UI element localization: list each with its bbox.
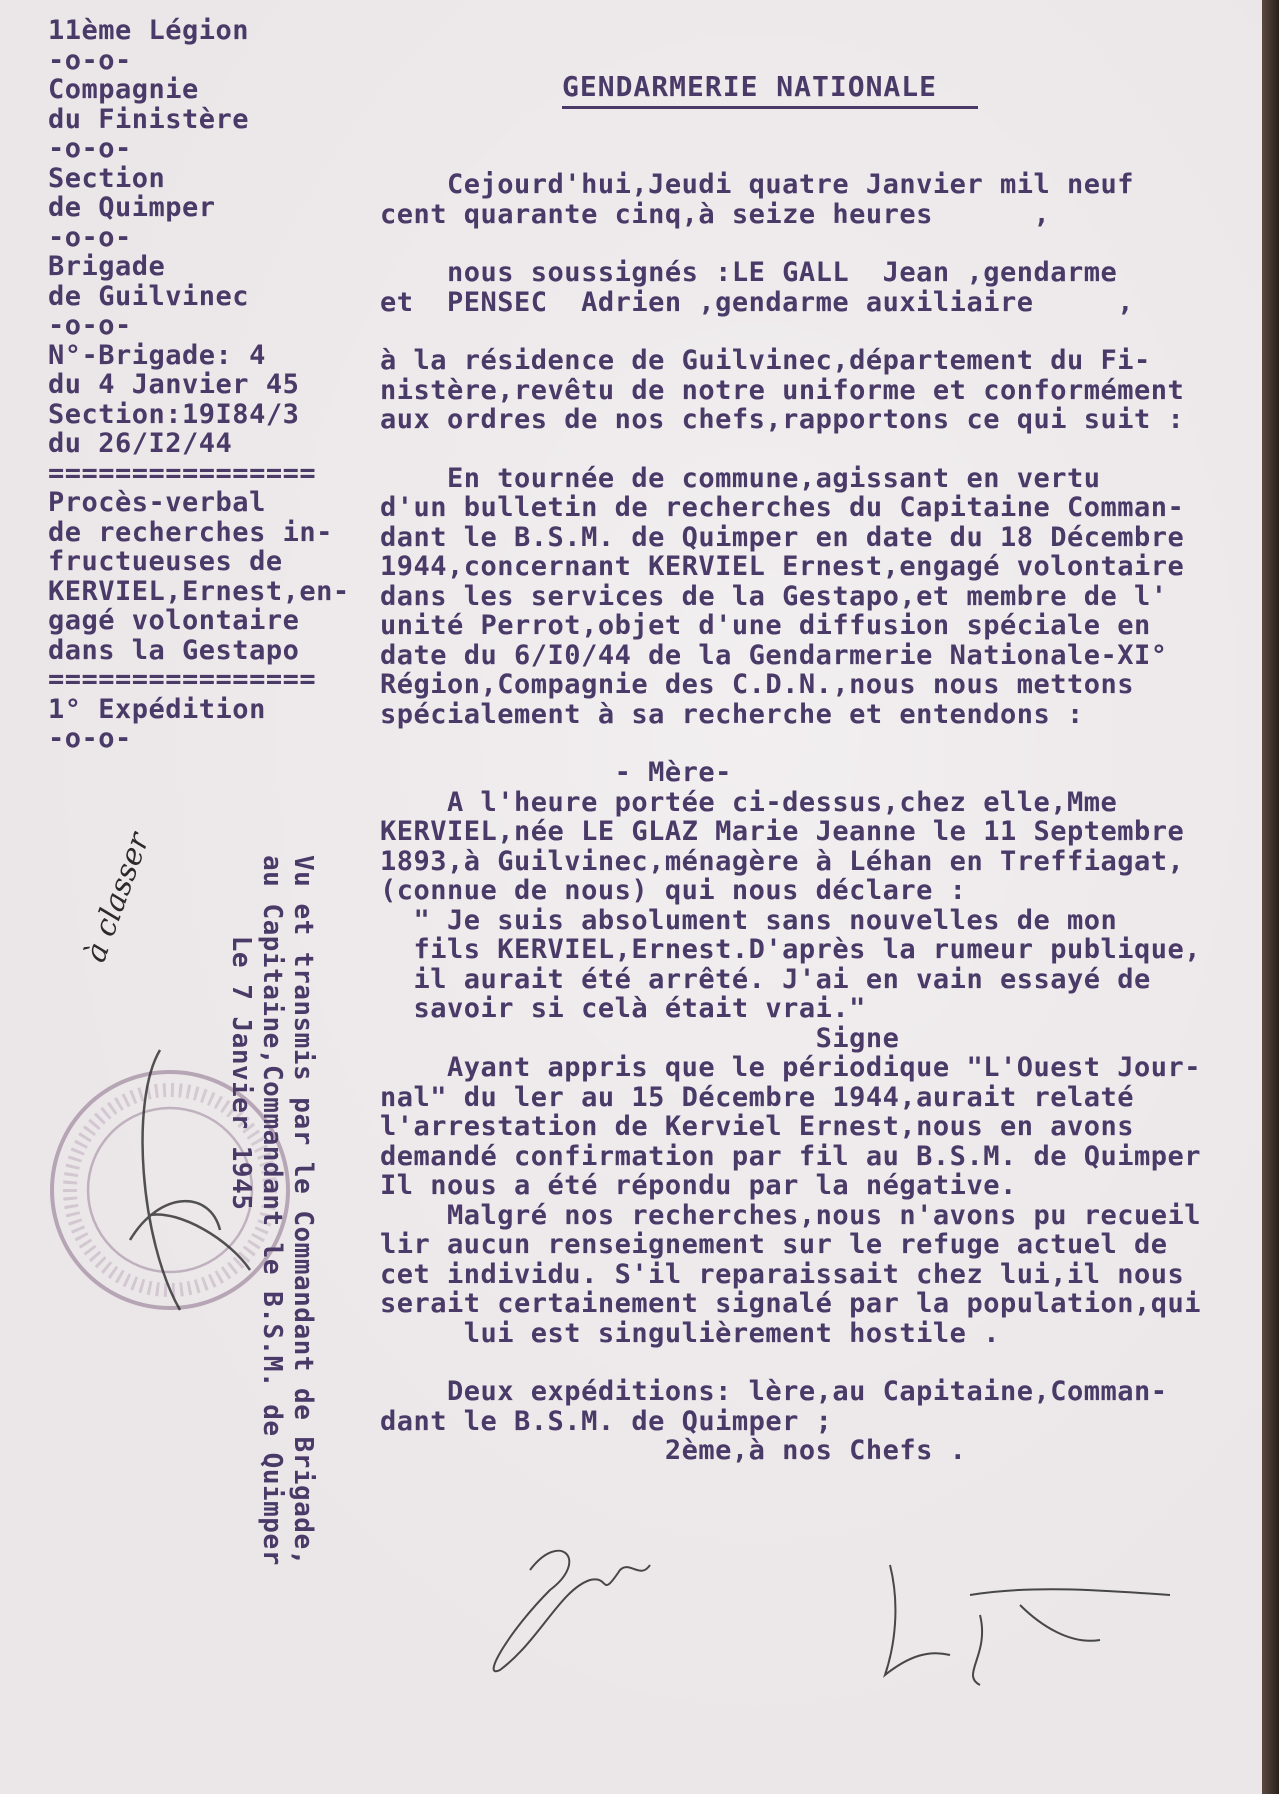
paragraph-gap <box>380 729 1260 758</box>
left-column <box>48 16 368 754</box>
left-column-line: -o-o- <box>48 310 132 341</box>
body-line: 1893,à Guilvinec,ménagère à Léhan en Treffiagat, <box>380 845 1185 877</box>
body-line: nistère,revêtu de notre uniforme et conformément <box>380 374 1185 406</box>
left-column-line: Compagnie <box>48 74 199 105</box>
body-line: date du 6/I0/44 de la Gendarmerie Nationale-XI° <box>380 639 1168 671</box>
body-line: Région,Compagnie des C.D.N.,nous nous mettons <box>380 669 1134 700</box>
margin-note: à classer <box>77 828 157 967</box>
signature-le-gall <box>870 1545 1190 1695</box>
left-column-line: Section:19I84/3 <box>48 398 300 430</box>
page-title: GENDARMERIE NATIONALE <box>562 70 938 103</box>
left-column-line: de recherches in- <box>48 516 333 548</box>
body-line: Deux expéditions: lère,au Capitaine,Comman- <box>380 1376 1168 1407</box>
body-line: nal" du ler au 15 Décembre 1944,aurait relaté <box>380 1081 1134 1113</box>
left-column-line: 1° Expédition <box>48 693 266 725</box>
body-line: Cejourd'hui,Jeudi quatre Janvier mil neuf <box>380 169 1134 200</box>
left-column-line: ================ <box>48 664 317 695</box>
body-line: cet individu. S'il reparaissait chez lui,il nous <box>380 1258 1185 1290</box>
body-line: spécialement à sa recherche et entendons : <box>380 698 1084 730</box>
page-edge <box>1262 0 1279 1794</box>
title-underline <box>562 106 978 109</box>
body-line: dans les services de la Gestapo,et membre de l' <box>380 580 1168 612</box>
left-column-line: du 26/I2/44 <box>48 428 233 459</box>
left-column-line: Section <box>48 162 166 194</box>
left-column-line: -o-o- <box>48 44 132 76</box>
body-line: il aurait été arrêté. J'ai en vain essayé de <box>380 963 1151 995</box>
body-line: dant le B.S.M. de Quimper ; <box>380 1405 833 1437</box>
signature-pensec <box>470 1530 670 1700</box>
body-line: A l'heure portée ci-dessus,chez elle,Mme <box>380 786 1118 818</box>
left-column-line: fructueuses de <box>48 546 283 577</box>
left-column-line: dans la Gestapo <box>48 634 300 666</box>
paragraph-gap <box>380 229 1260 258</box>
body-line: Il nous a été répondu par la négative. <box>380 1170 1017 1201</box>
left-column-line: du 4 Janvier 45 <box>48 369 300 400</box>
left-column-line: gagé volontaire <box>48 605 300 636</box>
body-line: unité Perrot,objet d'une diffusion spéciale en <box>380 610 1151 641</box>
transmission-note <box>225 855 318 1566</box>
paragraph-gap <box>380 1348 1260 1377</box>
transmission-line: Le 7 Janvier 1945 <box>226 855 256 1211</box>
body-line: l'arrestation de Kerviel Ernest,nous en avons <box>380 1111 1134 1142</box>
paragraph-gap <box>380 435 1260 464</box>
body-line: KERVIEL,née LE GLAZ Marie Jeanne le 11 Septembre <box>380 816 1185 847</box>
body-line: lui est singulièrement hostile . <box>380 1317 1000 1349</box>
body-line: Malgré nos recherches,nous n'avons pu recueil <box>380 1199 1202 1231</box>
body-line: 1944,concernant KERVIEL Ernest,engagé volontaire <box>380 551 1185 582</box>
body-line: " Je suis absolument sans nouvelles de mon <box>380 904 1118 936</box>
left-column-line: de Guilvinec <box>48 280 250 312</box>
report-body <box>380 170 1260 1466</box>
body-line: lir aucun renseignement sur le refuge actuel de <box>380 1229 1168 1260</box>
left-column-line: Brigade <box>48 251 166 282</box>
transmission-line: Vu et transmis par le Commandant de Brigade, <box>288 855 318 1566</box>
left-column-line: 11ème Légion <box>48 15 250 46</box>
body-line: En tournée de commune,agissant en vertu <box>380 462 1101 494</box>
left-column-line: ================ <box>48 457 317 489</box>
left-column-line: de Quimper <box>48 192 216 223</box>
body-line: (connue de nous) qui nous déclare : <box>380 875 967 906</box>
left-column-line: -o-o- <box>48 221 132 253</box>
body-line: à la résidence de Guilvinec,département du Fi- <box>380 345 1151 376</box>
body-line: - Mère- <box>380 757 732 788</box>
left-column-line: du Finistère <box>48 103 250 135</box>
body-line: serait certainement signalé par la population,qui <box>380 1288 1202 1319</box>
left-column-line: Procès-verbal <box>48 487 266 518</box>
body-line: et PENSEC Adrien ,gendarme auxiliaire , <box>380 286 1134 318</box>
left-column-line: -o-o- <box>48 133 132 164</box>
body-line: fils KERVIEL,Ernest.D'après la rumeur publique, <box>380 934 1202 965</box>
left-column-line: N°-Brigade: 4 <box>48 339 266 371</box>
left-column-line: KERVIEL,Ernest,en- <box>48 575 350 607</box>
left-column-line: -o-o- <box>48 723 132 754</box>
body-line: 2ème,à nos Chefs . <box>380 1435 967 1466</box>
body-line: Signe <box>380 1022 900 1054</box>
body-line: nous soussignés :LE GALL Jean ,gendarme <box>380 257 1118 288</box>
body-line: cent quarante cinq,à seize heures , <box>380 198 1051 230</box>
body-line: Ayant appris que le périodique "L'Ouest Jour- <box>380 1052 1202 1083</box>
paragraph-gap <box>380 317 1260 346</box>
body-line: dant le B.S.M. de Quimper en date du 18 Décembre <box>380 521 1185 553</box>
transmission-line: au Capitaine,Commandant le B.S.M. de Quimper <box>257 855 287 1566</box>
body-line: savoir si celà était vrai." <box>380 993 866 1024</box>
body-line: demandé confirmation par fil au B.S.M. de Quimper <box>380 1140 1202 1172</box>
body-line: aux ordres de nos chefs,rapportons ce qui suit : <box>380 404 1185 435</box>
body-line: d'un bulletin de recherches du Capitaine Comman- <box>380 492 1185 523</box>
